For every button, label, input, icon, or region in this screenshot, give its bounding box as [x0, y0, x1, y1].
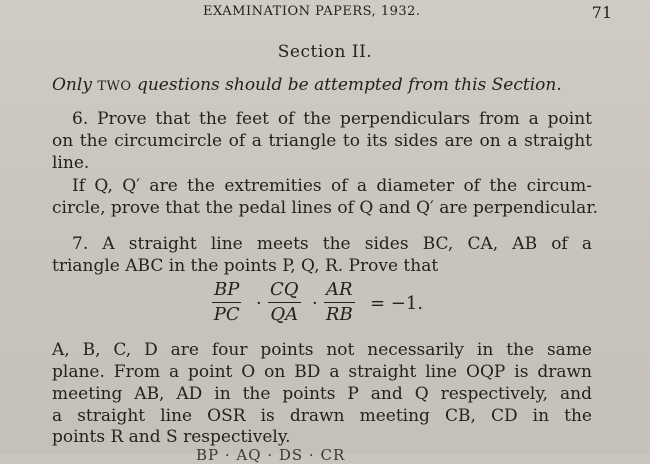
running-title: EXAMINATION PAPERS, 1932.: [203, 4, 421, 19]
q7-body-line-3: meeting AB, AD in the points P and Q respectively, and: [52, 384, 592, 404]
page-header: [0, 4, 650, 22]
multiply-dot: ·: [312, 293, 318, 314]
section-title: Section II.: [277, 42, 373, 62]
fraction-denominator: PC: [213, 304, 240, 325]
section-instruction: [52, 75, 597, 95]
q7-body-line-2: plane. From a point O on BD a straight line OQP is drawn: [52, 362, 592, 382]
fraction-denominator: RB: [325, 304, 353, 325]
q6-line-3: line.: [52, 153, 90, 173]
q6-line-5: circle, prove that the pedal lines of Q and Q′ are perpendicular.: [52, 198, 598, 218]
multiply-dot: ·: [256, 293, 262, 314]
q7-body-line-4: a straight line OSR is drawn meeting CB, CD in the: [52, 406, 592, 426]
fraction-numerator: AR: [324, 279, 355, 303]
instruction-part2: questions should be attempted from this Section.: [136, 75, 562, 95]
q7-line-1: 7. A straight line meets the sides BC, CA, AB of a: [72, 234, 592, 254]
instruction-caps: TWO: [97, 79, 132, 94]
q6-line-2: on the circumcircle of a triangle to its sides are on a straight: [52, 131, 592, 151]
formula-rhs: = −1.: [370, 293, 424, 314]
q7-body-line-1: A, B, C, D are four points not necessarily in the same: [52, 340, 592, 360]
cut-off-formula: BP · AQ · DS · CR: [196, 446, 346, 464]
fraction-cq-qa: [268, 279, 301, 327]
q7-body-line-5: points R and S respectively.: [52, 427, 291, 447]
fraction-denominator: QA: [270, 304, 299, 325]
fraction-numerator: CQ: [268, 279, 301, 303]
q7-line-2: triangle ABC in the points P, Q, R. Prove that: [52, 256, 439, 276]
instruction-part1: Only: [52, 75, 92, 95]
page-number: 71: [591, 3, 612, 22]
q6-line-4: If Q, Q′ are the extremities of a diameter of the circum-: [72, 176, 592, 196]
fraction-bp-pc: [212, 279, 241, 327]
q6-line-1: 6. Prove that the feet of the perpendiculars from a point: [72, 109, 592, 129]
fraction-ar-rb: [324, 279, 355, 327]
fraction-numerator: BP: [212, 279, 241, 303]
